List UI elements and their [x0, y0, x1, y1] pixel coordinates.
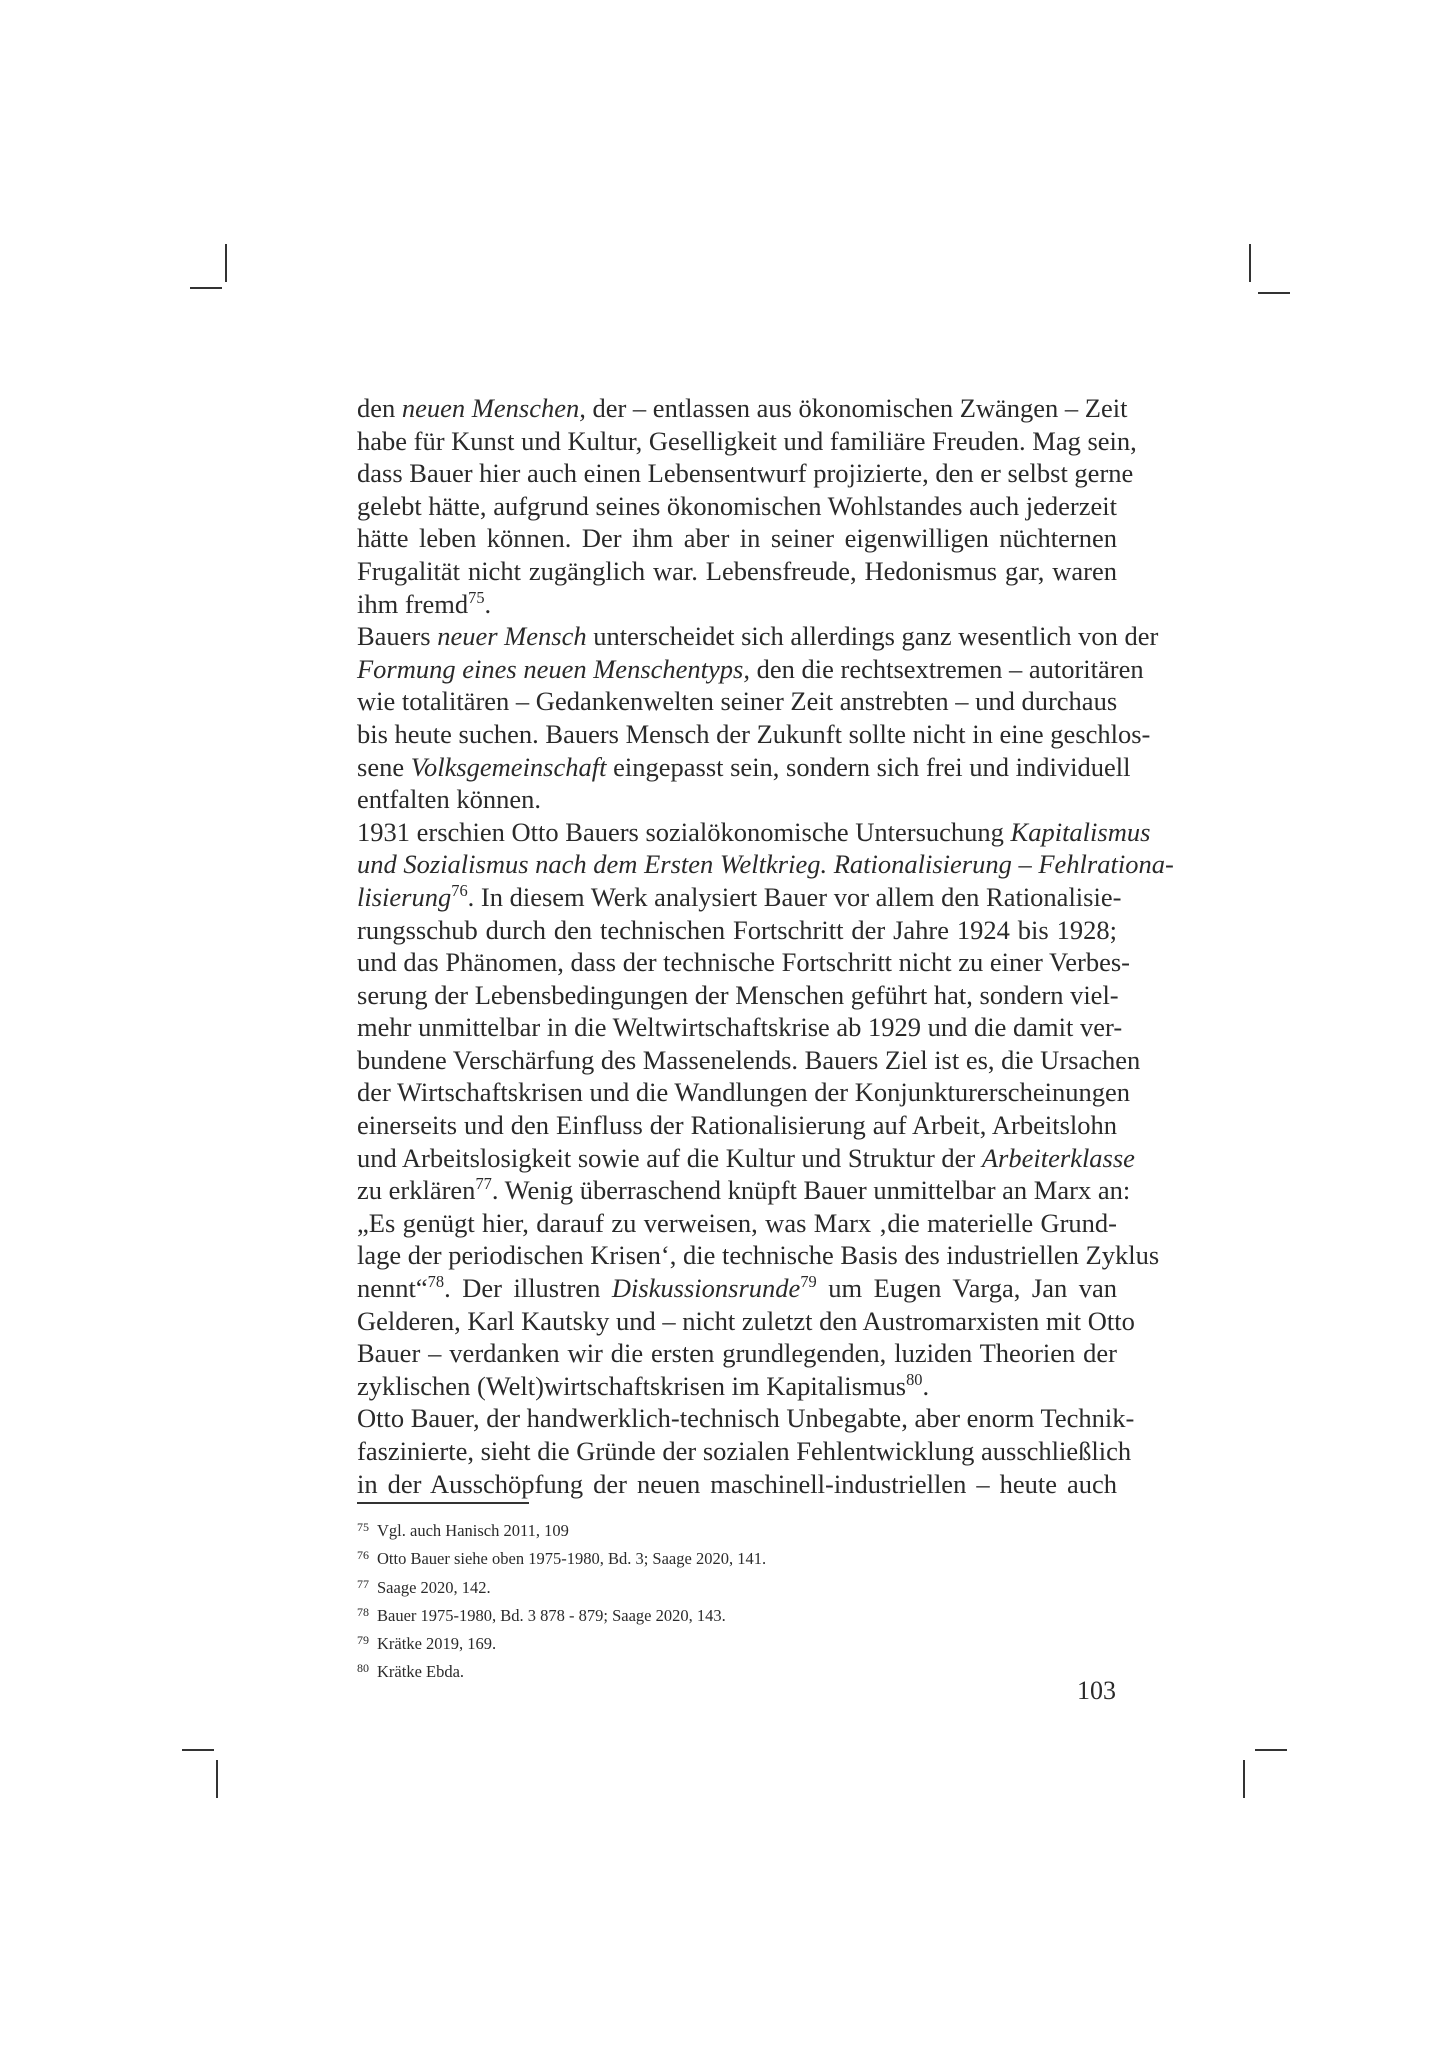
- crop-mark-bottom-left-h: [182, 1749, 214, 1751]
- text-run: mehr unmittelbar in die Weltwirtschaftskrise ab 1929 und die damit ver-: [357, 1012, 1123, 1043]
- text-line: [357, 425, 1137, 458]
- crop-mark-top-left-v: [225, 244, 227, 282]
- text-run: bis heute suchen. Bauers Mensch der Zukunft sollte nicht in eine geschlos-: [357, 718, 1151, 749]
- text-line: [357, 555, 1117, 588]
- footnote: [357, 1543, 1117, 1571]
- text-line: [357, 1468, 1117, 1501]
- text-line: [357, 392, 1128, 425]
- footnote-ref: 78: [427, 1271, 445, 1291]
- italic-text: lisierung: [357, 881, 452, 912]
- italic-text: und Sozialismus nach dem Ersten Weltkrieg. Rationalisierung – Fehlrationa-: [357, 849, 1174, 880]
- italic-text: Kapitalismus: [1010, 816, 1151, 847]
- footnotes: [357, 1515, 1117, 1685]
- italic-text: neuer Mensch: [437, 621, 587, 652]
- italic-text: Volksgemeinschaft: [410, 751, 607, 782]
- crop-mark-top-right-h: [1258, 292, 1290, 294]
- text-line: [357, 914, 1117, 947]
- text-run: entfalten können.: [357, 784, 541, 815]
- footnote-ref: 79: [800, 1271, 817, 1291]
- text-line: [357, 718, 1151, 751]
- text-line: [357, 946, 1130, 979]
- italic-text: Arbeiterklasse: [981, 1142, 1135, 1173]
- text-run: Bauer – verdanken wir die ersten grundlegenden, luziden Theorien der: [357, 1338, 1117, 1369]
- crop-mark-top-right-v: [1249, 244, 1251, 282]
- italic-text: Diskussionsrunde: [611, 1273, 801, 1304]
- text-run: und Arbeitslosigkeit sowie auf die Kultur und Struktur der: [357, 1142, 982, 1173]
- footnote-text: Otto Bauer siehe oben 1975-1980, Bd. 3; Saage 2020, 141.: [377, 1549, 767, 1569]
- text-run: sene: [357, 751, 411, 782]
- text-line: [357, 979, 1117, 1012]
- footnote-ref: 77: [475, 1174, 492, 1194]
- text-run: lage der periodischen Krisen‘, die technische Basis des industriellen Zyklus: [357, 1240, 1160, 1271]
- text-line: [357, 1272, 1117, 1305]
- text-line: [357, 1174, 1131, 1207]
- footnote-ref: 75: [468, 587, 485, 607]
- footnote-separator: [357, 1502, 529, 1504]
- footnote-text: Vgl. auch Hanisch 2011, 109: [377, 1521, 569, 1540]
- text-run: wie totalitären – Gedankenwelten seiner Zeit anstrebten – und durchaus: [357, 686, 1118, 717]
- text-run: der Wirtschaftskrisen und die Wandlungen der Konjunkturerscheinungen: [357, 1077, 1130, 1108]
- text-run: gelebt hätte, aufgrund seines ökonomischen Wohlstandes auch jederzeit: [357, 490, 1117, 521]
- text-line: [357, 1435, 1132, 1468]
- text-line: [357, 1402, 1135, 1435]
- footnote-number: 77: [357, 1576, 369, 1591]
- footnote-number: 80: [357, 1661, 369, 1676]
- text-run: 1931 erschien Otto Bauers sozialökonomische Untersuchung: [357, 816, 1011, 847]
- text-run: den die rechtsextremen – autoritären: [749, 653, 1144, 684]
- text-line: [357, 783, 1117, 816]
- text-run: Bauers: [357, 621, 438, 652]
- italic-text: neuen Menschen,: [401, 393, 586, 423]
- footnote-text: Krätke Ebda.: [377, 1662, 465, 1682]
- text-line: [357, 1370, 1117, 1403]
- text-run: bundene Verschärfung des Massenelends. Bauers Ziel ist es, die Ursachen: [357, 1044, 1141, 1075]
- text-line: [357, 1076, 1130, 1109]
- text-run: rungsschub durch den technischen Fortschritt der Jahre 1924 bis 1928;: [357, 914, 1117, 945]
- text-line: [357, 848, 1174, 881]
- text-line: [357, 1044, 1141, 1077]
- footnote-ref: 76: [451, 880, 468, 900]
- footnote-ref: 80: [906, 1369, 923, 1389]
- text-run: . Der illustren: [444, 1273, 612, 1304]
- text-line: [357, 1142, 1135, 1175]
- text-line: [357, 490, 1117, 523]
- text-line: [357, 1337, 1117, 1370]
- text-run: in der Ausschöpfung der neuen maschinell-industriellen – heute auch: [357, 1468, 1117, 1499]
- text-run: Gelderen, Karl Kautsky und – nicht zuletzt den Austromarxisten mit Otto: [357, 1305, 1135, 1336]
- footnote: [357, 1572, 1117, 1600]
- text-line: [357, 880, 1122, 914]
- text-run: faszinierte, sieht die Gründe der sozialen Fehlentwicklung ausschließlich: [357, 1436, 1132, 1466]
- crop-mark-top-left-h: [190, 287, 222, 289]
- text-line: [357, 816, 1151, 849]
- footnote-text: Krätke 2019, 169.: [377, 1634, 497, 1654]
- text-run: Frugalität nicht zugänglich war. Lebensfreude, Hedonismus gar, waren: [357, 555, 1117, 586]
- text-run: zu erklären: [357, 1175, 476, 1206]
- text-line: [357, 653, 1144, 686]
- footnote-number: 79: [357, 1633, 369, 1648]
- text-run: . In diesem Werk analysiert Bauer vor allem den Rationalisie-: [467, 881, 1122, 912]
- text-line: [357, 685, 1117, 718]
- text-run: nennt“: [357, 1273, 428, 1304]
- text-line: [357, 588, 1117, 621]
- text-run: .: [922, 1370, 930, 1401]
- text-line: [357, 620, 1159, 653]
- text-run: unterscheidet sich allerdings ganz wesentlich von der: [586, 621, 1159, 652]
- footnote: [357, 1656, 1117, 1684]
- text-line: [357, 1109, 1117, 1142]
- text-run: der – entlassen aus ökonomischen Zwängen – Zeit: [585, 393, 1128, 423]
- footnote-number: 78: [357, 1604, 369, 1619]
- text-line: [357, 751, 1131, 784]
- text-line: [357, 1305, 1135, 1338]
- text-run: einerseits und den Einfluss der Rationalisierung auf Arbeit, Arbeitslohn: [357, 1110, 1117, 1141]
- text-run: „Es genügt hier, darauf zu verweisen, was Marx ‚die materielle Grund-: [357, 1207, 1117, 1238]
- text-line: [357, 1207, 1117, 1240]
- text-line: [357, 522, 1117, 555]
- footnote-text: Bauer 1975-1980, Bd. 3 878 - 879; Saage 2020, 143.: [377, 1605, 726, 1625]
- footnote-number: 76: [357, 1548, 369, 1563]
- crop-mark-bottom-left-v: [216, 1760, 218, 1798]
- text-run: zyklischen (Welt)wirtschaftskrisen im Kapitalismus: [357, 1370, 907, 1401]
- footnote: [357, 1628, 1117, 1656]
- text-run: den: [357, 393, 402, 423]
- italic-text: Formung eines neuen Menschentyps,: [357, 653, 750, 684]
- text-run: . Wenig überraschend knüpft Bauer unmittelbar an Marx an:: [491, 1175, 1131, 1206]
- text-run: und das Phänomen, dass der technische Fortschritt nicht zu einer Verbes-: [357, 947, 1130, 978]
- footnote: [357, 1600, 1117, 1628]
- text-run: .: [484, 588, 492, 619]
- page-number: 103: [1077, 1676, 1116, 1705]
- footnote-text: Saage 2020, 142.: [377, 1577, 491, 1597]
- text-line: [357, 1239, 1160, 1272]
- text-run: um Eugen Varga, Jan van: [816, 1273, 1117, 1304]
- text-run: hätte leben können. Der ihm aber in seiner eigenwilligen nüchternen: [357, 523, 1117, 554]
- text-run: serung der Lebensbedingungen der Menschen geführt hat, sondern viel-: [357, 979, 1119, 1010]
- text-run: Otto Bauer, der handwerklich-technisch Unbegabte, aber enorm Technik-: [357, 1403, 1135, 1434]
- text-run: dass Bauer hier auch einen Lebensentwurf projizierte, den er selbst gerne: [357, 458, 1134, 489]
- text-line: [357, 1011, 1123, 1044]
- footnote: [357, 1515, 1117, 1543]
- body-text: [357, 392, 1174, 1500]
- text-run: habe für Kunst und Kultur, Geselligkeit und familiäre Freuden. Mag sein,: [357, 425, 1137, 456]
- text-run: ihm fremd: [357, 588, 469, 619]
- footnote-number: 75: [357, 1520, 369, 1534]
- text-run: eingepasst sein, sondern sich frei und individuell: [606, 751, 1131, 782]
- crop-mark-bottom-right-h: [1255, 1749, 1287, 1751]
- crop-mark-bottom-right-v: [1243, 1760, 1245, 1798]
- text-line: [357, 457, 1134, 490]
